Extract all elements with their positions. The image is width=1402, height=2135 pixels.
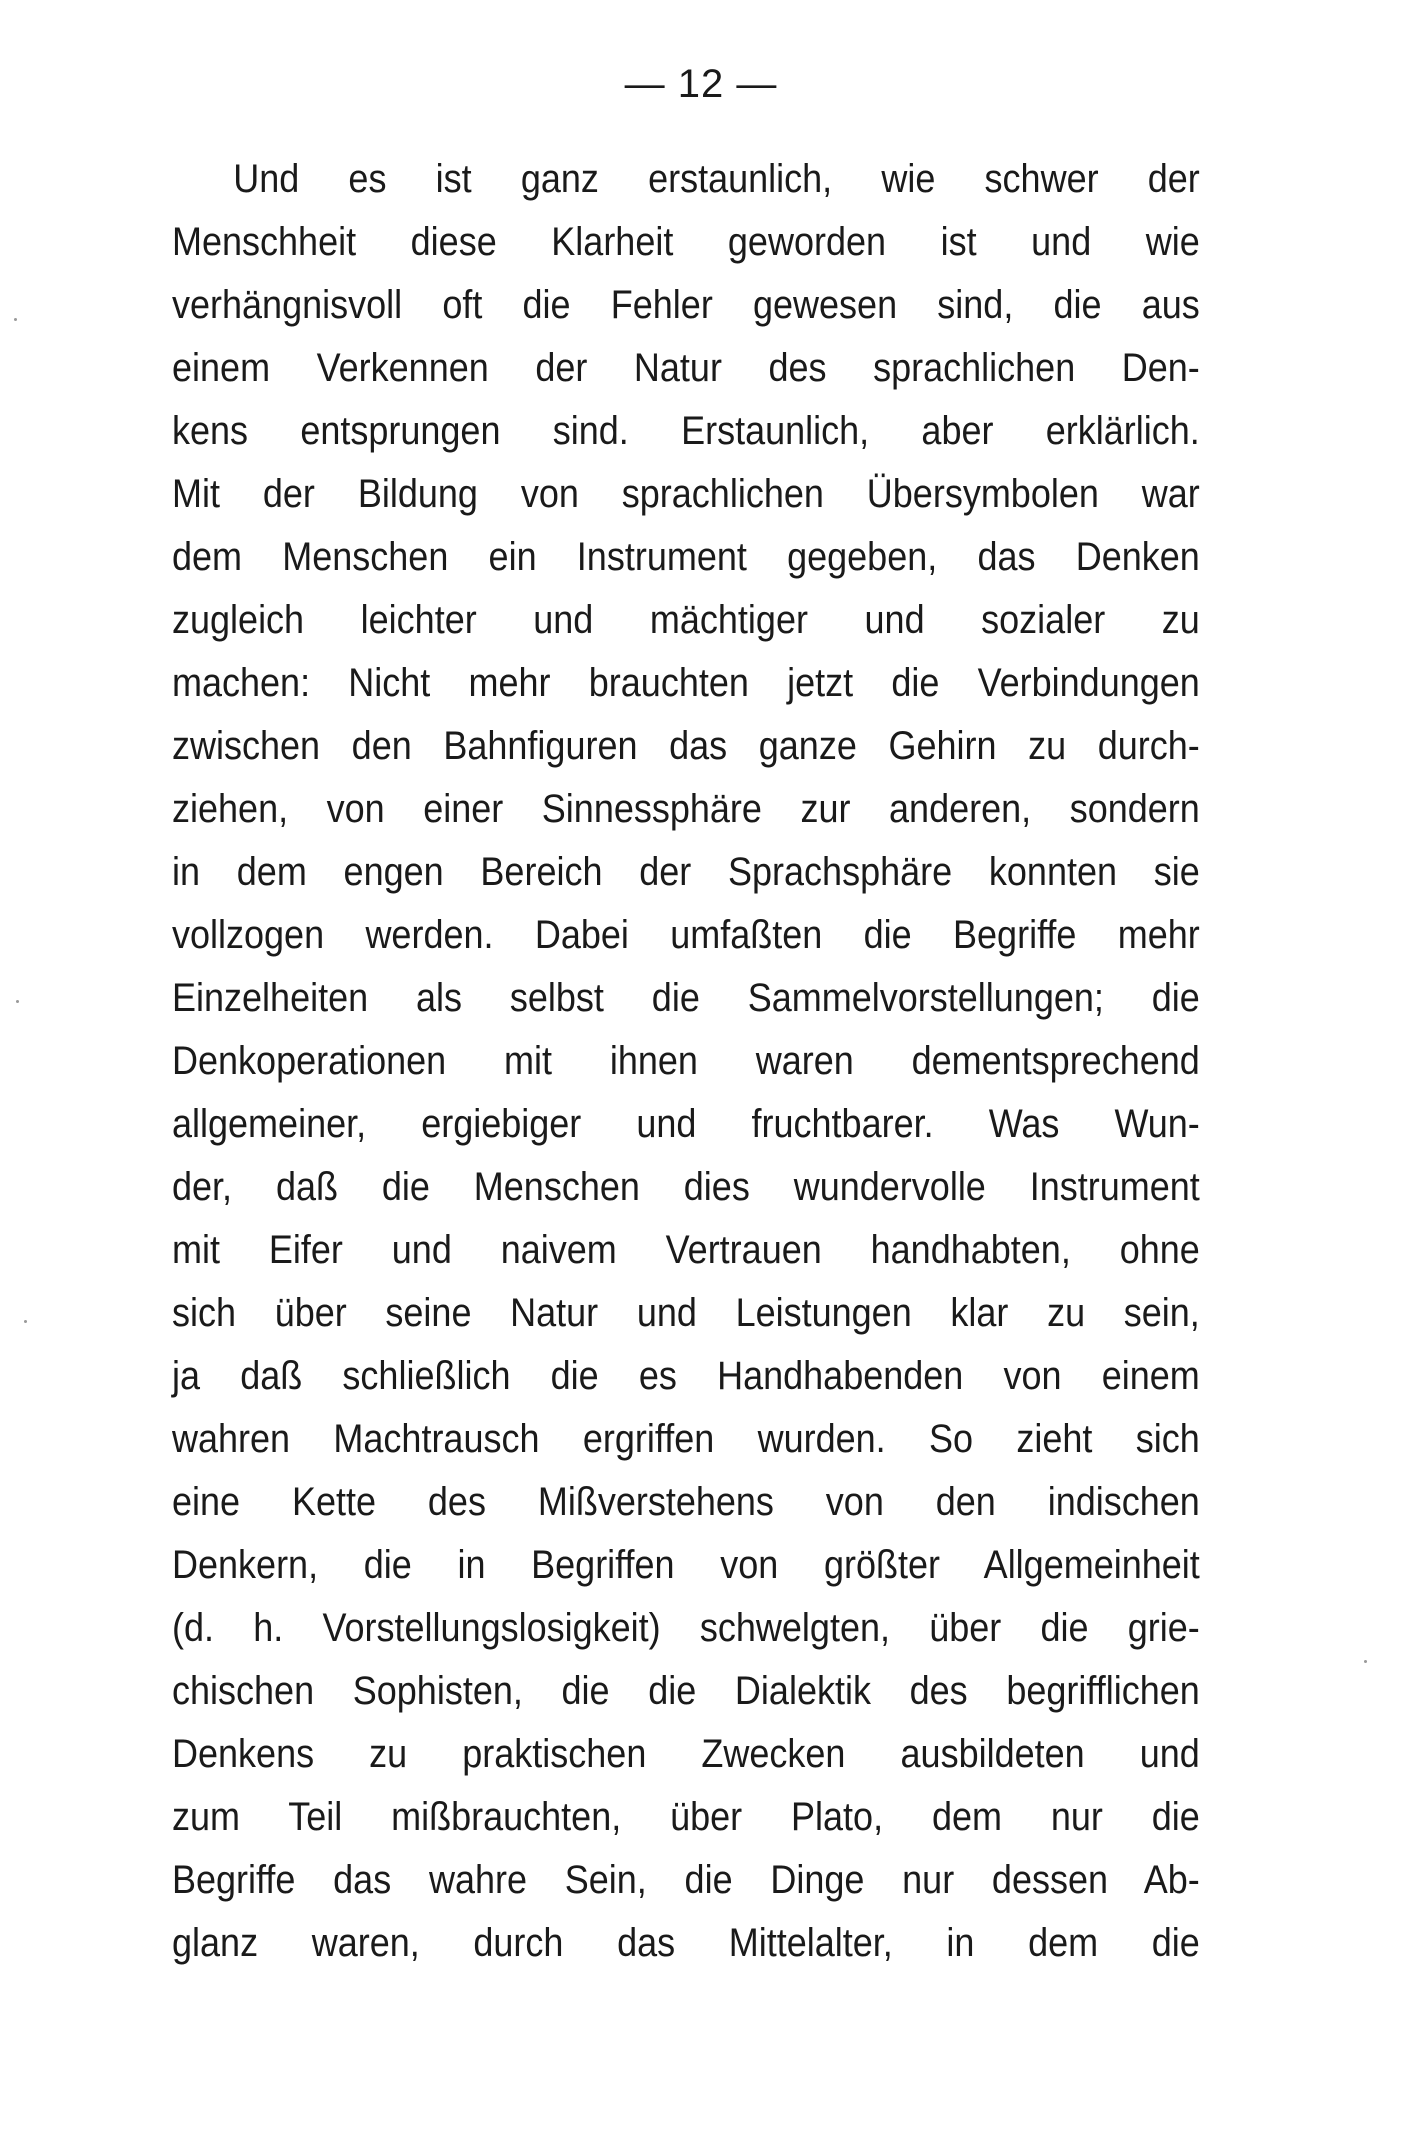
text-line: Denkoperationen mit ihnen waren dementsprechend [172,1039,1200,1083]
text-line: Einzelheiten als selbst die Sammelvorstellungen; die [172,976,1200,1020]
text-line: kens entsprungen sind. Erstaunlich, aber erklärlich. [172,409,1200,453]
scan-speck [14,318,17,321]
text-line: wahren Machtrausch ergriffen wurden. So zieht sich [172,1417,1200,1461]
text-line: Begriffe das wahre Sein, die Dinge nur dessen Ab- [172,1858,1200,1902]
text-line: machen: Nicht mehr brauchten jetzt die Verbindungen [172,661,1200,705]
page-number: — 12 — [624,62,778,106]
text-line: Und es ist ganz erstaunlich, wie schwer der [233,157,1200,201]
text-line: der, daß die Menschen dies wundervolle Instrument [172,1165,1200,1209]
scan-speck [1364,1660,1367,1663]
text-line: zum Teil mißbrauchten, über Plato, dem nur die [172,1795,1200,1839]
text-line: Denkern, die in Begriffen von größter Allgemeinheit [172,1543,1200,1587]
text-line: (d. h. Vorstellungslosigkeit) schwelgten, über die grie- [172,1606,1200,1650]
text-line: zwischen den Bahnfiguren das ganze Gehirn zu durch- [172,724,1200,768]
text-line: glanz waren, durch das Mittelalter, in dem die [172,1921,1200,1965]
scan-speck [16,1000,19,1003]
text-line: vollzogen werden. Dabei umfaßten die Begriffe mehr [172,913,1200,957]
text-line: Menschheit diese Klarheit geworden ist und wie [172,220,1200,264]
text-line: chischen Sophisten, die die Dialektik des begrifflichen [172,1669,1200,1713]
text-line: ziehen, von einer Sinnessphäre zur anderen, sondern [172,787,1200,831]
scan-speck [24,1320,27,1323]
text-line: mit Eifer und naivem Vertrauen handhabten, ohne [172,1228,1200,1272]
text-line: Mit der Bildung von sprachlichen Übersymbolen war [172,472,1200,516]
text-line: verhängnisvoll oft die Fehler gewesen sind, die aus [172,283,1200,327]
text-line: allgemeiner, ergiebiger und fruchtbarer. Was Wun- [172,1102,1200,1146]
text-line: ja daß schließlich die es Handhabenden von einem [172,1354,1200,1398]
text-line: eine Kette des Mißverstehens von den indischen [172,1480,1200,1524]
text-line: einem Verkennen der Natur des sprachlichen Den- [172,346,1200,390]
text-line: in dem engen Bereich der Sprachsphäre konnten sie [172,850,1200,894]
text-line: zugleich leichter und mächtiger und sozialer zu [172,598,1200,642]
text-line: sich über seine Natur und Leistungen klar zu sein, [172,1291,1200,1335]
text-line: Denkens zu praktischen Zwecken ausbildeten und [172,1732,1200,1776]
body-text [172,148,1200,1975]
text-line: dem Menschen ein Instrument gegeben, das Denken [172,535,1200,579]
